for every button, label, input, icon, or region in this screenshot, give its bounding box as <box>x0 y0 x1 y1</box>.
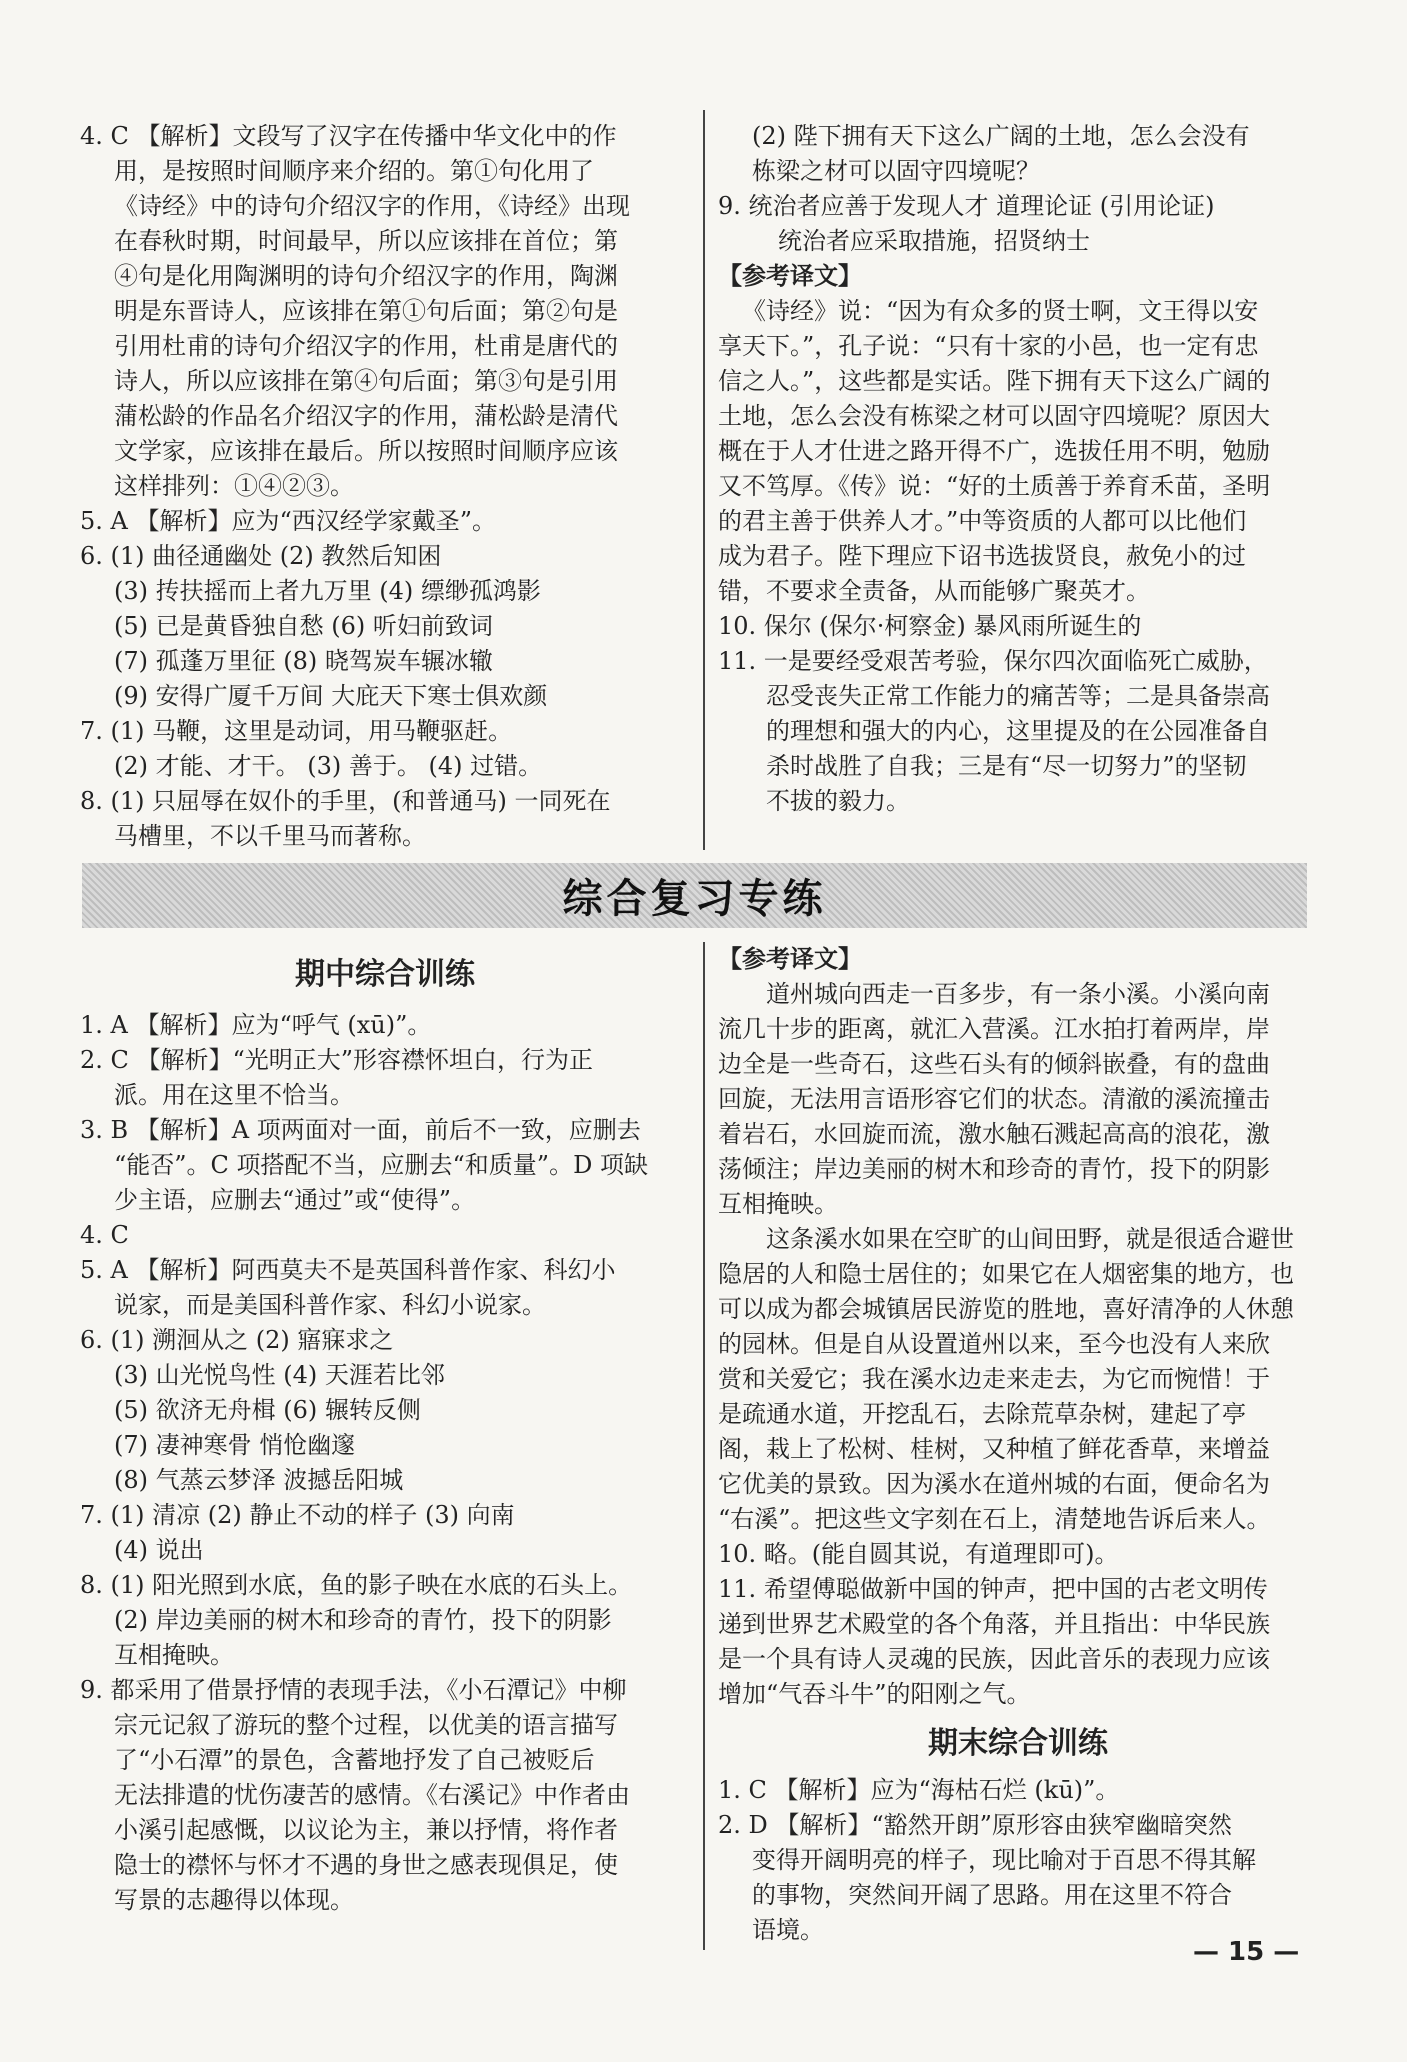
text-line: 流几十步的距离，就汇入营溪。江水拍打着两岸，岸 <box>718 1015 1270 1043</box>
text-line: 11. 一是要经受艰苦考验，保尔四次面临死亡威胁， <box>718 647 1268 675</box>
text-line: 引用杜甫的诗句介绍汉字的作用，杜甫是唐代的 <box>114 332 618 360</box>
text-line: 10. 保尔 (保尔·柯察金) 暴风雨所诞生的 <box>718 612 1142 640</box>
text-line: 统治者应采取措施，招贤纳士 <box>778 227 1090 255</box>
text-line: 这样排列：①④②③。 <box>114 472 354 500</box>
text-line: 是疏通水道，开挖乱石，去除荒草杂树，建起了亭 <box>718 1400 1246 1428</box>
text-line: 5. A 【解析】应为“西汉经学家戴圣”。 <box>80 507 497 535</box>
text-line: 《诗经》说：“因为有众多的贤士啊，文王得以安 <box>742 297 1259 325</box>
text-line: 不拔的毅力。 <box>766 787 910 815</box>
text-line: ④句是化用陶渊明的诗句介绍汉字的作用，陶渊 <box>114 262 618 290</box>
text-line: 的园林。但是自从设置道州以来，至今也没有人来欣 <box>718 1330 1270 1358</box>
text-line: 1. C 【解析】应为“海枯石烂 (kū)”。 <box>718 1776 1120 1804</box>
text-line: 马槽里，不以千里马而著称。 <box>114 822 426 850</box>
text-line: 8. (1) 阳光照到水底，鱼的影子映在水底的石头上。 <box>80 1571 633 1599</box>
text-line: 明是东晋诗人，应该排在第①句后面；第②句是 <box>114 297 618 325</box>
text-line: 隐居的人和隐士居住的；如果它在人烟密集的地方，也 <box>718 1260 1294 1288</box>
text-line: 少主语，应删去“通过”或“使得”。 <box>114 1186 476 1214</box>
text-line: (2) 陛下拥有天下这么广阔的土地，怎么会没有 <box>752 122 1250 150</box>
text-line: “右溪”。把这些文字刻在石上，清楚地告诉后来人。 <box>718 1505 1271 1533</box>
text-line: 8. (1) 只屈辱在奴仆的手里，(和普通马) 一同死在 <box>80 787 611 815</box>
text-line: 栋梁之材可以固守四境呢？ <box>752 157 1040 185</box>
midterm-title: 期中综合训练 <box>295 957 475 992</box>
text-line: 说家，而是美国科普作家、科幻小说家。 <box>114 1291 546 1319</box>
text-line: 荡倾注；岸边美丽的树木和珍奇的青竹，投下的阴影 <box>718 1155 1270 1183</box>
text-line: (5) 已是黄昏独自愁 (6) 听妇前致词 <box>114 612 493 640</box>
text-line: (9) 安得广厦千万间 大庇天下寒士俱欢颜 <box>114 682 548 710</box>
text-line: 忍受丧失正常工作能力的痛苦等；二是具备崇高 <box>766 682 1270 710</box>
text-line: 增加“气吞斗牛”的阳刚之气。 <box>718 1680 1031 1708</box>
text-line: 6. (1) 曲径通幽处 (2) 教然后知困 <box>80 542 442 570</box>
text-line: (8) 气蒸云梦泽 波撼岳阳城 <box>114 1466 404 1494</box>
text-line: 变得开阔明亮的样子，现比喻对于百思不得其解 <box>752 1846 1256 1874</box>
text-line: 小溪引起感慨，以议论为主，兼以抒情，将作者 <box>114 1816 618 1844</box>
text-line: 着岩石，水回旋而流，激水触石溅起高高的浪花，激 <box>718 1120 1270 1148</box>
text-line: 错，不要求全责备，从而能够广聚英才。 <box>718 577 1150 605</box>
text-line: 信之人。”，这些都是实话。陛下拥有天下这么广阔的 <box>718 367 1271 395</box>
text-line: 4. C <box>80 1221 129 1249</box>
text-line: 是一个具有诗人灵魂的民族，因此音乐的表现力应该 <box>718 1645 1270 1673</box>
text-line: 《诗经》中的诗句介绍汉字的作用，《诗经》出现 <box>114 192 630 220</box>
text-line: 在春秋时期，时间最早，所以应该排在首位；第 <box>114 227 618 255</box>
text-line: 无法排遣的忧伤凄苦的感情。《右溪记》中作者由 <box>114 1781 630 1809</box>
page-number: — 15 — <box>1193 1937 1300 1967</box>
text-line: 杀时战胜了自我；三是有“尽一切努力”的坚韧 <box>766 752 1247 780</box>
text-line: 3. B 【解析】A 项两面对一面，前后不一致，应删去 <box>80 1116 641 1144</box>
text-line: (3) 抟扶摇而上者九万里 (4) 缥缈孤鸿影 <box>114 577 541 605</box>
text-line: 10. 略。(能自圆其说，有道理即可)。 <box>718 1540 1119 1568</box>
text-line: 6. (1) 溯洄从之 (2) 寤寐求之 <box>80 1326 394 1354</box>
bottom-left-column <box>80 957 690 1918</box>
section-banner <box>82 863 1307 928</box>
text-line: 互相掩映。 <box>114 1641 234 1669</box>
text-line: (3) 山光悦鸟性 (4) 天涯若比邻 <box>114 1361 445 1389</box>
text-line: 文学家，应该排在最后。所以按照时间顺序应该 <box>114 437 618 465</box>
text-line: 可以成为都会城镇居民游览的胜地，喜好清净的人休憩 <box>718 1295 1294 1323</box>
text-line: 道州城向西走一百多步，有一条小溪。小溪向南 <box>766 980 1270 1008</box>
section-label: 【参考译文】 <box>718 262 862 290</box>
text-line: 回旋，无法用言语形容它们的状态。清澈的溪流撞击 <box>718 1085 1270 1113</box>
text-line: (7) 孤蓬万里征 (8) 晓驾炭车辗冰辙 <box>114 647 493 675</box>
text-line: 9. 都采用了借景抒情的表现手法，《小石潭记》中柳 <box>80 1676 627 1704</box>
text-line: 互相掩映。 <box>718 1190 838 1218</box>
banner-title: 综合复习专练 <box>562 876 827 922</box>
text-line: 4. C 【解析】文段写了汉字在传播中华文化中的作 <box>80 122 617 150</box>
text-line: 5. A 【解析】阿西莫夫不是英国科普作家、科幻小 <box>80 1256 616 1284</box>
text-line: 2. C 【解析】“光明正大”形容襟怀坦白，行为正 <box>80 1046 594 1074</box>
text-line: 享天下。”，孔子说：“只有十家的小邑，也一定有忠 <box>718 332 1259 360</box>
text-line: 2. D 【解析】“豁然开朗”原形容由狭窄幽暗突然 <box>718 1811 1232 1839</box>
text-line: 11. 希望傅聪做新中国的钟声，把中国的古老文明传 <box>718 1575 1268 1603</box>
text-line: 写景的志趣得以体现。 <box>114 1886 354 1914</box>
top-right-column <box>718 119 1318 819</box>
text-line: 9. 统治者应善于发现人才 道理论证 (引用论证) <box>718 192 1215 220</box>
text-line: 递到世界艺术殿堂的各个角落，并且指出：中华民族 <box>718 1610 1270 1638</box>
text-line: 又不笃厚。《传》说：“好的土质善于养育禾苗，圣明 <box>718 472 1271 500</box>
text-line: 7. (1) 清凉 (2) 静止不动的样子 (3) 向南 <box>80 1501 515 1529</box>
text-line: 的事物，突然间开阔了思路。用在这里不符合 <box>752 1881 1232 1909</box>
text-line: 用，是按照时间顺序来介绍的。第①句化用了 <box>114 157 594 185</box>
bottom-right-column <box>718 942 1318 1948</box>
text-line: 宗元记叙了游玩的整个过程，以优美的语言描写 <box>114 1711 618 1739</box>
text-line: 蒲松龄的作品名介绍汉字的作用，蒲松龄是清代 <box>114 402 618 430</box>
text-line: (7) 凄神寒骨 悄怆幽邃 <box>114 1431 356 1459</box>
text-line: “能否”。C 项搭配不当，应删去“和质量”。D 项缺 <box>114 1151 648 1179</box>
text-line: 赏和关爱它；我在溪水边走来走去，为它而惋惜！于 <box>718 1365 1270 1393</box>
text-line: 的君主善于供养人才。”中等资质的人都可以比他们 <box>718 507 1247 535</box>
text-line: 概在于人才仕进之路开得不广，选拔任用不明，勉励 <box>718 437 1270 465</box>
top-left-column <box>80 119 690 854</box>
text-line: 它优美的景致。因为溪水在道州城的右面，便命名为 <box>718 1470 1270 1498</box>
text-line: 诗人，所以应该排在第④句后面；第③句是引用 <box>114 367 618 395</box>
text-line: 边全是一些奇石，这些石头有的倾斜嵌叠，有的盘曲 <box>718 1050 1270 1078</box>
text-line: (5) 欲济无舟楫 (6) 辗转反侧 <box>114 1396 421 1424</box>
final-title: 期末综合训练 <box>928 1726 1108 1761</box>
text-line: (2) 才能、才干。 (3) 善于。 (4) 过错。 <box>114 752 543 780</box>
text-line: (2) 岸边美丽的树木和珍奇的青竹，投下的阴影 <box>114 1606 612 1634</box>
column-divider <box>703 110 705 850</box>
text-line: 隐士的襟怀与怀才不遇的身世之感表现俱足，使 <box>114 1851 618 1879</box>
text-line: 语境。 <box>752 1916 824 1944</box>
text-line: 阁，栽上了松树、桂树，又种植了鲜花香草，来增益 <box>718 1435 1270 1463</box>
text-line: 7. (1) 马鞭，这里是动词，用马鞭驱赶。 <box>80 717 513 745</box>
text-line: (4) 说出 <box>114 1536 204 1564</box>
text-line: 这条溪水如果在空旷的山间田野，就是很适合避世 <box>766 1225 1294 1253</box>
text-line: 的理想和强大的内心，这里提及的在公园准备自 <box>766 717 1270 745</box>
text-line: 了“小石潭”的景色，含蓄地抒发了自己被贬后 <box>114 1746 595 1774</box>
text-line: 土地，怎么会没有栋梁之材可以固守四境呢？原因大 <box>718 402 1270 430</box>
text-line: 成为君子。陛下理应下诏书选拔贤良，赦免小的过 <box>718 542 1246 570</box>
section-label: 【参考译文】 <box>718 945 862 973</box>
text-line: 1. A 【解析】应为“呼气 (xū)”。 <box>80 1011 432 1039</box>
text-line: 派。用在这里不恰当。 <box>114 1081 354 1109</box>
column-divider <box>703 942 705 1950</box>
